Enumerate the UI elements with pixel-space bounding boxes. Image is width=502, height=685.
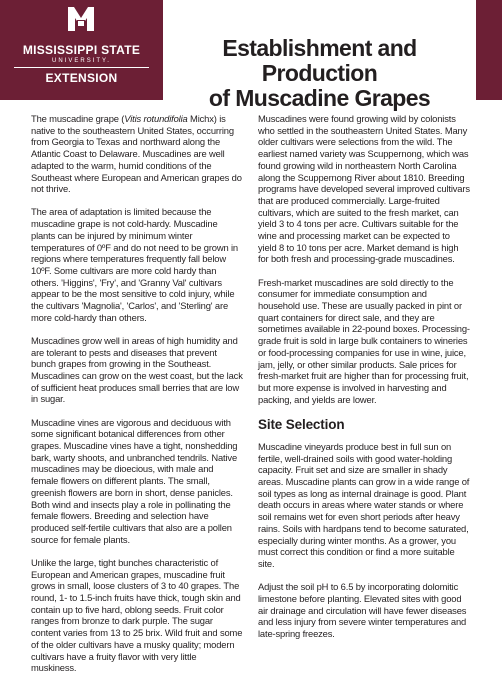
msu-m-logo-icon: [67, 6, 95, 32]
logo-university-name: MISSISSIPPI STATE: [22, 43, 141, 57]
logo-university-word: UNIVERSITY.: [52, 58, 111, 64]
history-paragraph: Muscadines were found growing wild by colonists who settled in the southeastern United States. Many older cultivars were selections from the wild. The earliest named variety was Scuppernong, which was found growing wild in northeastern North Carolina along the Scuppernong River about 1810. Breeding programs have developed several improved cultivars that are produced commercially. Large-fruited cultivars, which are suited to the fresh market, can yield 3 to 4 tons per acre. Cultivars suitable for the wine and processing market can be expected to yield 8 to 10 tons per acre. Market demand is high for both fresh and processing-grade muscadines.: [258, 113, 470, 265]
fruit-paragraph: Unlike the large, tight bunches characteristic of European and American grapes, muscadine fruit grows in small, loose clusters of 3 to 40 grapes. The round, 1- to 1.5-inch fruits have thick, tough skin and contain up to five hard, oblong seeds. Fruit color ranges from bronze to dark purple. The sugar content varies from 13 to 25 brix. Wild fruit and some of the older cultivars have a musky quality; modern cultivars have a fruity flavor with very little muskiness.: [31, 556, 243, 674]
logo-divider: [14, 67, 149, 68]
intro-text-end: Michx) is native to the southeastern United States, occurring from Georgia to Texas and northward along the Atlantic Coast to Delaware. Muscadines are well adapted to the warm, humid conditions of the Southeast where European and American grapes do not thrive.: [31, 113, 242, 195]
title-line-1: Establishment and Production: [222, 35, 417, 86]
page-title: [163, 36, 476, 111]
title-line-2: of Muscadine Grapes: [208, 85, 431, 111]
intro-text-start: The muscadine grape (: [31, 113, 125, 124]
left-column: [31, 113, 243, 685]
species-name: Vitis rotundifolia: [124, 113, 188, 124]
intro-paragraph: [31, 113, 243, 195]
soil-ph-paragraph: Adjust the soil pH to 6.5 by incorporating dolomitic limestone before planting. Elevated sites with good air drainage and circulation will have fewer diseases and less injury from severe winter temperatures and late-spring freezes.: [258, 581, 467, 639]
fresh-market-paragraph: Fresh-market muscadines are sold directly to the consumer for immediate consumption and household use. These are usually packed in pint or quart containers for direct sale, and they are sometimes available in 22-pound boxes. Processing-grade fruit is sold in large bulk containers to wineries or food-processing companies for use in wine, juice, jam, jelly, or other similar products. Sale prices for fresh-market fruit are higher than for processing fruit, but more expense is involved in harvesting and packing, and yields are lower.: [258, 276, 470, 405]
site-selection-heading: Site Selection: [258, 416, 345, 432]
right-column: [258, 113, 470, 651]
extension-logo: [0, 0, 163, 100]
botany-paragraph: Muscadine vines are vigorous and deciduous with some significant botanical differences from other grapes. Muscadine vines have a tight, nonshedding bark, warty shoots, and unbranched tendrils. Native muscadines may be dioecious, with male and female flowers on different plants. The small, greenish flowers are born in short, dense panicles. Both wind and insects play a role in pollinating the female flowers. Breeding and selection have produced self-fertile cultivars that also are a pollen source for female plants.: [31, 416, 238, 545]
site-paragraph: Muscadine vineyards produce best in full sun on fertile, well-drained soils with good water-holding capacity. Fruit set and size are smaller in shady areas. Muscadine plants can grow in a wide range of soil types as long as internal drainage is good. Plant death occurs in areas where water stands or where soil remains wet for even short periods after heavy rains. Soils with hardpans tend to become saturated, especially during winter months. As a grower, you must correct this condition or find a more suitable site.: [258, 440, 470, 569]
header-accent-bar: [476, 0, 502, 100]
logo-extension-word: EXTENSION: [45, 71, 118, 85]
humidity-paragraph: Muscadines grow well in areas of high humidity and are tolerant to pests and diseases that prevent bunch grapes from growing in the Southeast. Muscadines can grow on the west coast, but the lack of sufficient heat produces small berries that are low in sugar.: [31, 334, 243, 405]
adaptation-paragraph: The area of adaptation is limited because the muscadine grape is not cold-hardy. Muscadine plants can be injured by minimum winter temperatures of 0ºF and do not need to be grown in regions where temperatures frequently fall below 10ºF. Some cultivars are more cold hardy than others. 'Higgins', 'Fry', and 'Granny Val' cultivars appear to be the most sensitive to cold injury, while the cultivars 'Magnolia', 'Carlos', and 'Sterling' are more cold-hardy than others.: [31, 206, 238, 323]
